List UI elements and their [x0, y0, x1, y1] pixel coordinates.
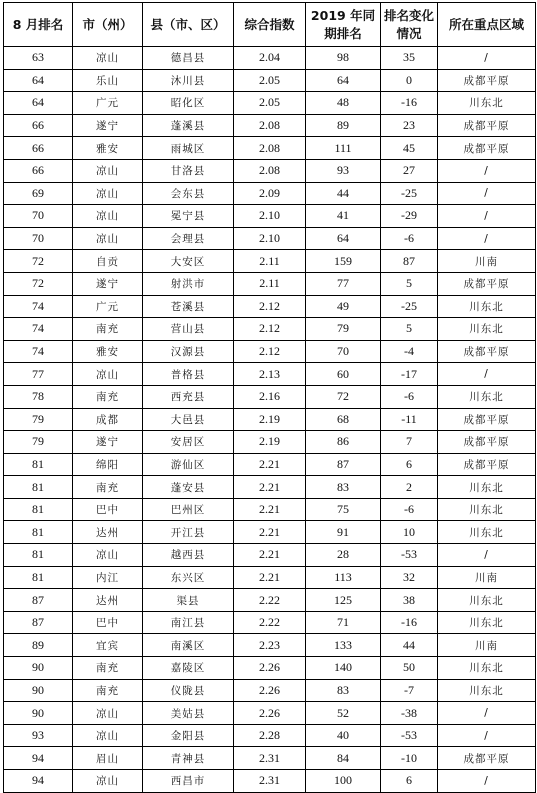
rank-cell: 81	[4, 566, 73, 589]
rank-change-cell: -16	[381, 92, 438, 115]
rank-change-cell: -25	[381, 295, 438, 318]
region-cell: 成都平原	[438, 453, 536, 476]
header-index: 综合指数	[234, 3, 306, 47]
rank-cell: 81	[4, 521, 73, 544]
prev-rank-cell: 72	[306, 385, 381, 408]
city-cell: 南充	[73, 476, 143, 499]
county-cell: 苍溪县	[143, 295, 234, 318]
header-prev-rank: 2019 年同期排名	[306, 3, 381, 47]
region-cell: 川南	[438, 250, 536, 273]
index-cell: 2.21	[234, 498, 306, 521]
county-cell: 渠县	[143, 589, 234, 612]
city-cell: 绵阳	[73, 453, 143, 476]
rank-cell: 72	[4, 250, 73, 273]
table-row	[4, 747, 536, 770]
county-cell: 南江县	[143, 611, 234, 634]
county-cell: 雨城区	[143, 137, 234, 160]
county-cell: 开江县	[143, 521, 234, 544]
rank-change-cell: 50	[381, 657, 438, 680]
index-cell: 2.11	[234, 272, 306, 295]
index-cell: 2.19	[234, 431, 306, 454]
table-row	[4, 724, 536, 747]
rank-change-cell: -6	[381, 227, 438, 250]
table-row	[4, 453, 536, 476]
rank-cell: 81	[4, 544, 73, 567]
prev-rank-cell: 125	[306, 589, 381, 612]
city-cell: 巴中	[73, 611, 143, 634]
region-cell: /	[438, 205, 536, 228]
prev-rank-cell: 133	[306, 634, 381, 657]
county-cell: 会东县	[143, 182, 234, 205]
region-cell: /	[438, 363, 536, 386]
city-cell: 巴中	[73, 498, 143, 521]
table-header	[4, 3, 536, 47]
rank-change-cell: -29	[381, 205, 438, 228]
city-cell: 成都	[73, 408, 143, 431]
rank-change-cell: 6	[381, 770, 438, 793]
city-cell: 宜宾	[73, 634, 143, 657]
county-cell: 金阳县	[143, 724, 234, 747]
region-cell: 川东北	[438, 589, 536, 612]
county-cell: 嘉陵区	[143, 657, 234, 680]
rank-cell: 66	[4, 114, 73, 137]
county-cell: 普格县	[143, 363, 234, 386]
rank-cell: 94	[4, 747, 73, 770]
region-cell: 成都平原	[438, 272, 536, 295]
prev-rank-cell: 60	[306, 363, 381, 386]
county-cell: 蓬安县	[143, 476, 234, 499]
prev-rank-cell: 86	[306, 431, 381, 454]
prev-rank-cell: 64	[306, 227, 381, 250]
rank-cell: 63	[4, 47, 73, 70]
region-cell: /	[438, 227, 536, 250]
rank-cell: 74	[4, 318, 73, 341]
rank-cell: 70	[4, 227, 73, 250]
table-row	[4, 295, 536, 318]
prev-rank-cell: 68	[306, 408, 381, 431]
rank-cell: 69	[4, 182, 73, 205]
index-cell: 2.26	[234, 702, 306, 725]
prev-rank-cell: 71	[306, 611, 381, 634]
header-region: 所在重点区域	[438, 3, 536, 47]
prev-rank-cell: 70	[306, 340, 381, 363]
county-cell: 冕宁县	[143, 205, 234, 228]
region-cell: 成都平原	[438, 114, 536, 137]
rank-cell: 74	[4, 340, 73, 363]
table-row	[4, 679, 536, 702]
county-cell: 游仙区	[143, 453, 234, 476]
ranking-table	[3, 2, 536, 793]
table-row	[4, 770, 536, 793]
city-cell: 凉山	[73, 724, 143, 747]
table-row	[4, 159, 536, 182]
county-cell: 射洪市	[143, 272, 234, 295]
region-cell: 川东北	[438, 611, 536, 634]
rank-change-cell: -11	[381, 408, 438, 431]
table-row	[4, 205, 536, 228]
region-cell: 川南	[438, 566, 536, 589]
header-city: 市（州）	[73, 3, 143, 47]
rank-cell: 77	[4, 363, 73, 386]
table-row	[4, 272, 536, 295]
prev-rank-cell: 89	[306, 114, 381, 137]
index-cell: 2.22	[234, 611, 306, 634]
prev-rank-cell: 77	[306, 272, 381, 295]
header-rank: 8 月排名	[4, 3, 73, 47]
index-cell: 2.12	[234, 318, 306, 341]
prev-rank-cell: 140	[306, 657, 381, 680]
index-cell: 2.26	[234, 679, 306, 702]
rank-cell: 81	[4, 453, 73, 476]
rank-change-cell: -6	[381, 385, 438, 408]
county-cell: 南溪区	[143, 634, 234, 657]
index-cell: 2.26	[234, 657, 306, 680]
rank-cell: 64	[4, 69, 73, 92]
rank-change-cell: 23	[381, 114, 438, 137]
city-cell: 凉山	[73, 770, 143, 793]
region-cell: 成都平原	[438, 747, 536, 770]
rank-cell: 89	[4, 634, 73, 657]
index-cell: 2.21	[234, 521, 306, 544]
index-cell: 2.11	[234, 250, 306, 273]
city-cell: 南充	[73, 385, 143, 408]
region-cell: 成都平原	[438, 69, 536, 92]
index-cell: 2.22	[234, 589, 306, 612]
table-row	[4, 318, 536, 341]
city-cell: 遂宁	[73, 272, 143, 295]
region-cell: 川东北	[438, 385, 536, 408]
table-row	[4, 634, 536, 657]
prev-rank-cell: 83	[306, 679, 381, 702]
rank-cell: 64	[4, 92, 73, 115]
city-cell: 凉山	[73, 702, 143, 725]
rank-cell: 72	[4, 272, 73, 295]
city-cell: 凉山	[73, 227, 143, 250]
region-cell: /	[438, 182, 536, 205]
table-row	[4, 589, 536, 612]
city-cell: 凉山	[73, 363, 143, 386]
city-cell: 自贡	[73, 250, 143, 273]
table-body	[4, 47, 536, 793]
table-row	[4, 182, 536, 205]
index-cell: 2.05	[234, 92, 306, 115]
rank-cell: 87	[4, 611, 73, 634]
county-cell: 汉源县	[143, 340, 234, 363]
county-cell: 营山县	[143, 318, 234, 341]
rank-cell: 79	[4, 431, 73, 454]
city-cell: 南充	[73, 679, 143, 702]
rank-change-cell: -10	[381, 747, 438, 770]
rank-cell: 81	[4, 498, 73, 521]
city-cell: 凉山	[73, 159, 143, 182]
rank-cell: 79	[4, 408, 73, 431]
index-cell: 2.21	[234, 453, 306, 476]
index-cell: 2.08	[234, 114, 306, 137]
prev-rank-cell: 40	[306, 724, 381, 747]
rank-change-cell: 35	[381, 47, 438, 70]
county-cell: 甘洛县	[143, 159, 234, 182]
region-cell: 川东北	[438, 498, 536, 521]
region-cell: 成都平原	[438, 340, 536, 363]
prev-rank-cell: 100	[306, 770, 381, 793]
prev-rank-cell: 48	[306, 92, 381, 115]
city-cell: 南充	[73, 318, 143, 341]
table-row	[4, 702, 536, 725]
header-county: 县（市、区）	[143, 3, 234, 47]
prev-rank-cell: 28	[306, 544, 381, 567]
index-cell: 2.31	[234, 747, 306, 770]
prev-rank-cell: 64	[306, 69, 381, 92]
index-cell: 2.23	[234, 634, 306, 657]
rank-cell: 90	[4, 657, 73, 680]
city-cell: 雅安	[73, 137, 143, 160]
index-cell: 2.21	[234, 544, 306, 567]
table-row	[4, 92, 536, 115]
city-cell: 南充	[73, 657, 143, 680]
prev-rank-cell: 159	[306, 250, 381, 273]
table-row	[4, 385, 536, 408]
prev-rank-cell: 84	[306, 747, 381, 770]
city-cell: 眉山	[73, 747, 143, 770]
table-row	[4, 47, 536, 70]
city-cell: 达州	[73, 589, 143, 612]
table-row	[4, 498, 536, 521]
index-cell: 2.12	[234, 295, 306, 318]
rank-cell: 90	[4, 702, 73, 725]
index-cell: 2.09	[234, 182, 306, 205]
region-cell: 成都平原	[438, 408, 536, 431]
region-cell: 川东北	[438, 318, 536, 341]
city-cell: 凉山	[73, 205, 143, 228]
index-cell: 2.19	[234, 408, 306, 431]
rank-change-cell: -7	[381, 679, 438, 702]
prev-rank-cell: 75	[306, 498, 381, 521]
prev-rank-cell: 52	[306, 702, 381, 725]
table-row	[4, 657, 536, 680]
prev-rank-cell: 41	[306, 205, 381, 228]
region-cell: 川东北	[438, 521, 536, 544]
county-cell: 大邑县	[143, 408, 234, 431]
header-row	[4, 3, 536, 47]
rank-cell: 87	[4, 589, 73, 612]
county-cell: 越西县	[143, 544, 234, 567]
city-cell: 凉山	[73, 182, 143, 205]
region-cell: /	[438, 724, 536, 747]
table-row	[4, 363, 536, 386]
region-cell: 川东北	[438, 679, 536, 702]
city-cell: 广元	[73, 295, 143, 318]
index-cell: 2.21	[234, 476, 306, 499]
index-cell: 2.28	[234, 724, 306, 747]
rank-change-cell: 45	[381, 137, 438, 160]
table-row	[4, 114, 536, 137]
index-cell: 2.10	[234, 227, 306, 250]
region-cell: /	[438, 47, 536, 70]
rank-change-cell: 32	[381, 566, 438, 589]
rank-cell: 81	[4, 476, 73, 499]
table-row	[4, 566, 536, 589]
county-cell: 东兴区	[143, 566, 234, 589]
prev-rank-cell: 111	[306, 137, 381, 160]
county-cell: 西昌市	[143, 770, 234, 793]
prev-rank-cell: 83	[306, 476, 381, 499]
city-cell: 凉山	[73, 544, 143, 567]
rank-change-cell: 5	[381, 318, 438, 341]
county-cell: 沐川县	[143, 69, 234, 92]
city-cell: 乐山	[73, 69, 143, 92]
rank-cell: 94	[4, 770, 73, 793]
table-row	[4, 476, 536, 499]
rank-cell: 93	[4, 724, 73, 747]
county-cell: 蓬溪县	[143, 114, 234, 137]
prev-rank-cell: 93	[306, 159, 381, 182]
index-cell: 2.10	[234, 205, 306, 228]
index-cell: 2.08	[234, 159, 306, 182]
county-cell: 大安区	[143, 250, 234, 273]
rank-change-cell: 7	[381, 431, 438, 454]
rank-change-cell: -38	[381, 702, 438, 725]
rank-change-cell: -53	[381, 544, 438, 567]
region-cell: /	[438, 159, 536, 182]
prev-rank-cell: 113	[306, 566, 381, 589]
rank-change-cell: -6	[381, 498, 438, 521]
prev-rank-cell: 91	[306, 521, 381, 544]
city-cell: 内江	[73, 566, 143, 589]
table-row	[4, 227, 536, 250]
region-cell: 成都平原	[438, 137, 536, 160]
rank-change-cell: -17	[381, 363, 438, 386]
region-cell: 川东北	[438, 92, 536, 115]
county-cell: 昭化区	[143, 92, 234, 115]
index-cell: 2.21	[234, 566, 306, 589]
header-rank-change: 排名变化情况	[381, 3, 438, 47]
index-cell: 2.04	[234, 47, 306, 70]
rank-change-cell: 87	[381, 250, 438, 273]
rank-cell: 70	[4, 205, 73, 228]
table-row	[4, 250, 536, 273]
region-cell: 川东北	[438, 295, 536, 318]
rank-change-cell: 6	[381, 453, 438, 476]
rank-change-cell: 10	[381, 521, 438, 544]
rank-change-cell: -53	[381, 724, 438, 747]
index-cell: 2.16	[234, 385, 306, 408]
region-cell: 川东北	[438, 476, 536, 499]
city-cell: 遂宁	[73, 114, 143, 137]
city-cell: 雅安	[73, 340, 143, 363]
rank-change-cell: -16	[381, 611, 438, 634]
index-cell: 2.13	[234, 363, 306, 386]
rank-cell: 74	[4, 295, 73, 318]
region-cell: /	[438, 544, 536, 567]
table-row	[4, 431, 536, 454]
county-cell: 仪陇县	[143, 679, 234, 702]
index-cell: 2.05	[234, 69, 306, 92]
county-cell: 德昌县	[143, 47, 234, 70]
region-cell: /	[438, 702, 536, 725]
rank-cell: 90	[4, 679, 73, 702]
index-cell: 2.31	[234, 770, 306, 793]
rank-change-cell: -25	[381, 182, 438, 205]
table-row	[4, 611, 536, 634]
rank-change-cell: 38	[381, 589, 438, 612]
rank-change-cell: 44	[381, 634, 438, 657]
county-cell: 青神县	[143, 747, 234, 770]
table-row	[4, 408, 536, 431]
table-row	[4, 544, 536, 567]
rank-change-cell: 5	[381, 272, 438, 295]
county-cell: 美姑县	[143, 702, 234, 725]
county-cell: 巴州区	[143, 498, 234, 521]
table-row	[4, 340, 536, 363]
rank-cell: 78	[4, 385, 73, 408]
prev-rank-cell: 49	[306, 295, 381, 318]
index-cell: 2.12	[234, 340, 306, 363]
county-cell: 安居区	[143, 431, 234, 454]
rank-cell: 66	[4, 137, 73, 160]
prev-rank-cell: 79	[306, 318, 381, 341]
region-cell: 成都平原	[438, 431, 536, 454]
table-row	[4, 521, 536, 544]
prev-rank-cell: 87	[306, 453, 381, 476]
city-cell: 达州	[73, 521, 143, 544]
table-row	[4, 69, 536, 92]
index-cell: 2.08	[234, 137, 306, 160]
rank-change-cell: 0	[381, 69, 438, 92]
rank-cell: 66	[4, 159, 73, 182]
rank-change-cell: 27	[381, 159, 438, 182]
rank-change-cell: -4	[381, 340, 438, 363]
prev-rank-cell: 44	[306, 182, 381, 205]
rank-change-cell: 2	[381, 476, 438, 499]
county-cell: 会理县	[143, 227, 234, 250]
region-cell: 川东北	[438, 657, 536, 680]
prev-rank-cell: 98	[306, 47, 381, 70]
city-cell: 广元	[73, 92, 143, 115]
county-cell: 西充县	[143, 385, 234, 408]
region-cell: 川南	[438, 634, 536, 657]
city-cell: 遂宁	[73, 431, 143, 454]
region-cell: /	[438, 770, 536, 793]
city-cell: 凉山	[73, 47, 143, 70]
table-row	[4, 137, 536, 160]
